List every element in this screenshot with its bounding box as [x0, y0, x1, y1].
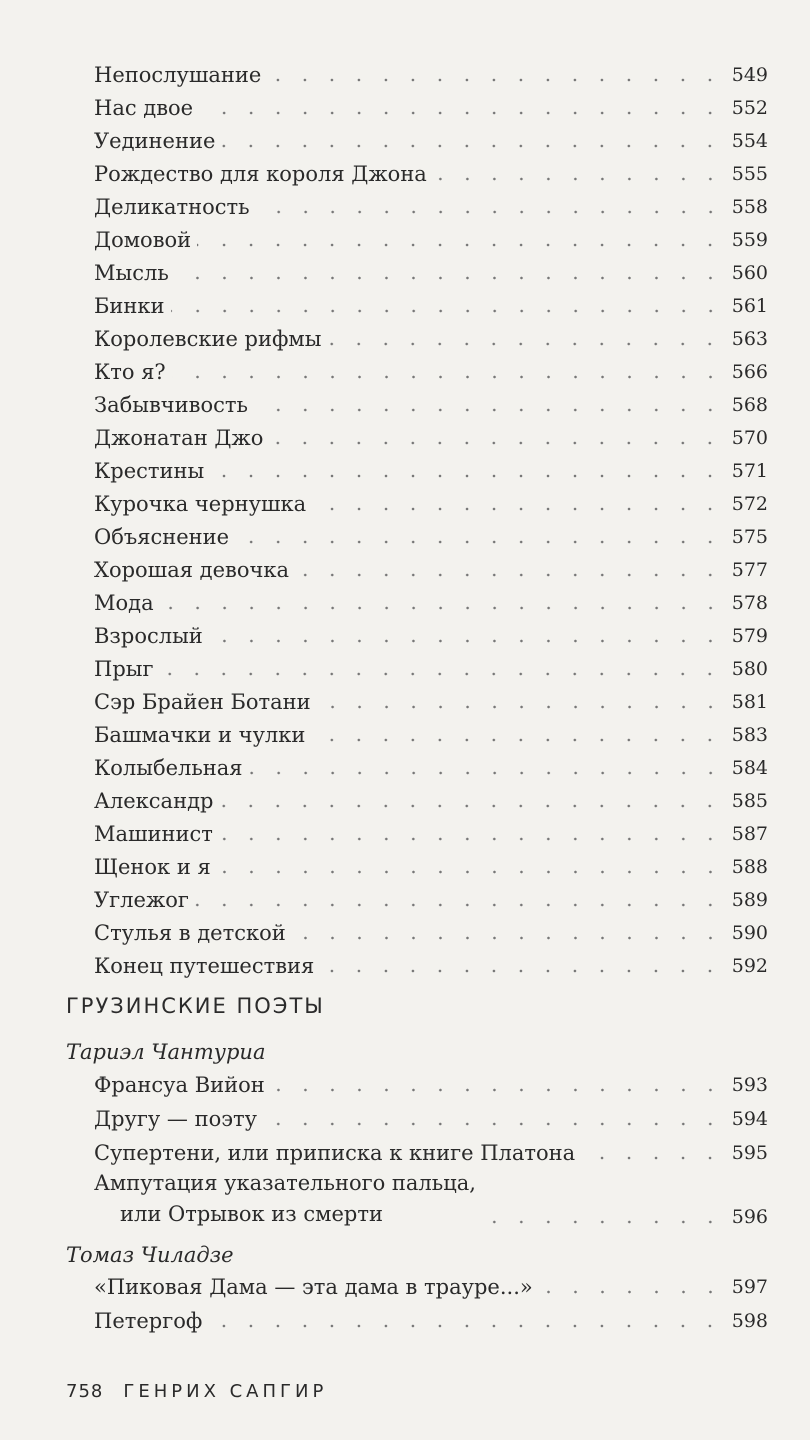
leader-dots: [482, 1206, 724, 1226]
toc-title: Углежог: [94, 888, 189, 912]
toc-title: Бинки: [94, 294, 165, 318]
toc-page: 578: [731, 592, 768, 614]
leader-dots: [235, 526, 724, 546]
toc-row: [94, 89, 768, 121]
toc-page: 590: [731, 922, 768, 944]
toc-row: [94, 650, 768, 682]
toc-title: Хорошая девочка: [94, 558, 289, 582]
leader-dots: [171, 295, 724, 315]
toc-page: 572: [731, 493, 768, 515]
toc-title: Прыг: [94, 657, 154, 681]
toc-title: Домовой: [94, 228, 192, 252]
toc-row: [94, 551, 768, 583]
leader-dots: [195, 889, 724, 909]
toc-title: «Пиковая Дама — эта дама в трауре...»: [94, 1275, 533, 1299]
leader-dots: [219, 823, 724, 843]
toc-title: Колыбельная: [94, 756, 243, 780]
toc-row: [94, 320, 768, 352]
toc-title: Машинист: [94, 822, 213, 846]
toc-page: 596: [731, 1206, 768, 1228]
toc-title: Уединение: [94, 129, 216, 153]
toc-title: Объяснение: [94, 525, 230, 549]
toc-page: 580: [731, 658, 768, 680]
toc-row: [94, 155, 768, 187]
toc-page: 593: [731, 1074, 768, 1096]
toc-row: [94, 1100, 768, 1132]
toc-title: [94, 1168, 482, 1230]
leader-dots: [219, 790, 723, 810]
leader-dots: [263, 1108, 724, 1128]
leader-dots: [581, 1142, 724, 1162]
toc-row: [94, 518, 768, 550]
toc-row: [94, 452, 768, 484]
toc-page: 594: [731, 1108, 768, 1130]
toc-title-line-2: или Отрывок из смерти: [120, 1202, 383, 1226]
leader-dots: [311, 724, 723, 744]
author-heading: Тариэл Чантуриа: [66, 1040, 266, 1064]
leader-dots: [433, 163, 724, 183]
toc-title-line-1: Ампутация указательного пальца,: [94, 1171, 476, 1195]
toc-page: 597: [731, 1276, 768, 1298]
toc-row: [94, 815, 768, 847]
toc-page: 587: [731, 823, 768, 845]
toc-title: Мода: [94, 591, 154, 615]
toc-page: 579: [731, 625, 768, 647]
toc-page: 555: [731, 163, 768, 185]
toc-page: 581: [731, 691, 768, 713]
toc-page: 589: [731, 889, 768, 911]
toc-page: 598: [731, 1310, 768, 1332]
toc-title: Мысль: [94, 261, 169, 285]
toc-row: [94, 1268, 768, 1300]
leader-dots: [267, 64, 723, 84]
toc-row: [94, 1134, 768, 1166]
toc-row: [94, 749, 768, 781]
toc-page: 571: [731, 460, 768, 482]
toc-row: [94, 56, 768, 88]
toc-page: 568: [731, 394, 768, 416]
toc-page: 592: [731, 955, 768, 977]
leader-dots: [217, 856, 724, 876]
toc-title: Щенок и я: [94, 855, 211, 879]
toc-row: [94, 188, 768, 220]
toc-row: [94, 485, 768, 517]
leader-dots: [320, 955, 723, 975]
toc-row: [94, 683, 768, 715]
toc-page: 584: [731, 757, 768, 779]
toc-page: 561: [731, 295, 768, 317]
toc-page: 559: [731, 229, 768, 251]
page-number: 758: [66, 1381, 104, 1402]
leader-dots: [197, 229, 724, 249]
toc-title: Джонатан Джо: [94, 426, 264, 450]
toc-title: Королевские рифмы: [94, 327, 322, 351]
toc-row: [94, 716, 768, 748]
leader-dots: [271, 1074, 724, 1094]
toc-page: 595: [731, 1142, 768, 1164]
leader-dots: [312, 493, 724, 513]
leader-dots: [221, 130, 723, 150]
toc-row: [94, 419, 768, 451]
toc-row: [94, 386, 768, 418]
toc-row: [94, 947, 768, 979]
toc-title: Забывчивость: [94, 393, 248, 417]
toc-page: 575: [731, 526, 768, 548]
leader-dots: [210, 460, 724, 480]
running-footer: [66, 1381, 327, 1402]
leader-dots: [249, 757, 724, 777]
toc-row: [94, 122, 768, 154]
leader-dots: [159, 658, 723, 678]
leader-dots: [295, 559, 724, 579]
leader-dots: [175, 262, 724, 282]
leader-dots: [160, 592, 724, 612]
toc-title: Рождество для короля Джона: [94, 162, 427, 186]
toc-page: 570: [731, 427, 768, 449]
toc-page: 560: [731, 262, 768, 284]
leader-dots: [199, 97, 724, 117]
toc-page: 585: [731, 790, 768, 812]
author-heading: Томаз Чиладзе: [66, 1243, 234, 1267]
toc-title: Сэр Брайен Ботани: [94, 690, 311, 714]
toc-row: [94, 353, 768, 385]
toc-title: Деликатность: [94, 195, 250, 219]
toc-row: [94, 584, 768, 616]
toc-row: [94, 914, 768, 946]
toc-title: Нас двое: [94, 96, 194, 120]
toc-title: Франсуа Вийон: [94, 1073, 265, 1097]
toc-row: [94, 254, 768, 286]
toc-row: [94, 848, 768, 880]
toc-page: 554: [731, 130, 768, 152]
section-heading: ГРУЗИНСКИЕ ПОЭТЫ: [66, 994, 325, 1018]
toc-title: Кто я?: [94, 360, 166, 384]
toc-row-two-line: [94, 1168, 768, 1230]
toc-row: [94, 881, 768, 913]
toc-title: Непослушание: [94, 63, 262, 87]
toc-page: 577: [731, 559, 768, 581]
toc-title: Супертени, или приписка к книге Платона: [94, 1141, 576, 1165]
toc-page: 549: [731, 64, 768, 86]
toc-row: [94, 1302, 768, 1334]
toc-title: Конец путешествия: [94, 954, 315, 978]
leader-dots: [292, 922, 724, 942]
leader-dots: [254, 394, 724, 414]
book-author: ГЕНРИХ САПГИР: [123, 1381, 328, 1402]
toc-title: Крестины: [94, 459, 205, 483]
toc-page: 583: [731, 724, 768, 746]
toc-page: 552: [731, 97, 768, 119]
leader-dots: [208, 1310, 723, 1330]
toc-title: Александр: [94, 789, 214, 813]
leader-dots: [269, 427, 723, 447]
toc-row: [94, 287, 768, 319]
toc-title: Курочка чернушка: [94, 492, 307, 516]
leader-dots: [256, 196, 724, 216]
toc-title: Другу — поэту: [94, 1107, 257, 1131]
toc-title: Взрослый: [94, 624, 203, 648]
toc-row: [94, 221, 768, 253]
toc-title: Петергоф: [94, 1309, 203, 1333]
toc-page: 588: [731, 856, 768, 878]
toc-row: [94, 617, 768, 649]
toc-page: 566: [731, 361, 768, 383]
leader-dots: [539, 1276, 724, 1296]
leader-dots: [327, 328, 723, 348]
toc-title: Башмачки и чулки: [94, 723, 306, 747]
toc-page: 563: [731, 328, 768, 350]
leader-dots: [172, 361, 724, 381]
toc-page: 558: [731, 196, 768, 218]
toc-row: [94, 782, 768, 814]
toc-title: Стулья в детской: [94, 921, 286, 945]
leader-dots: [209, 625, 724, 645]
leader-dots: [317, 691, 724, 711]
toc-row: [94, 1066, 768, 1098]
